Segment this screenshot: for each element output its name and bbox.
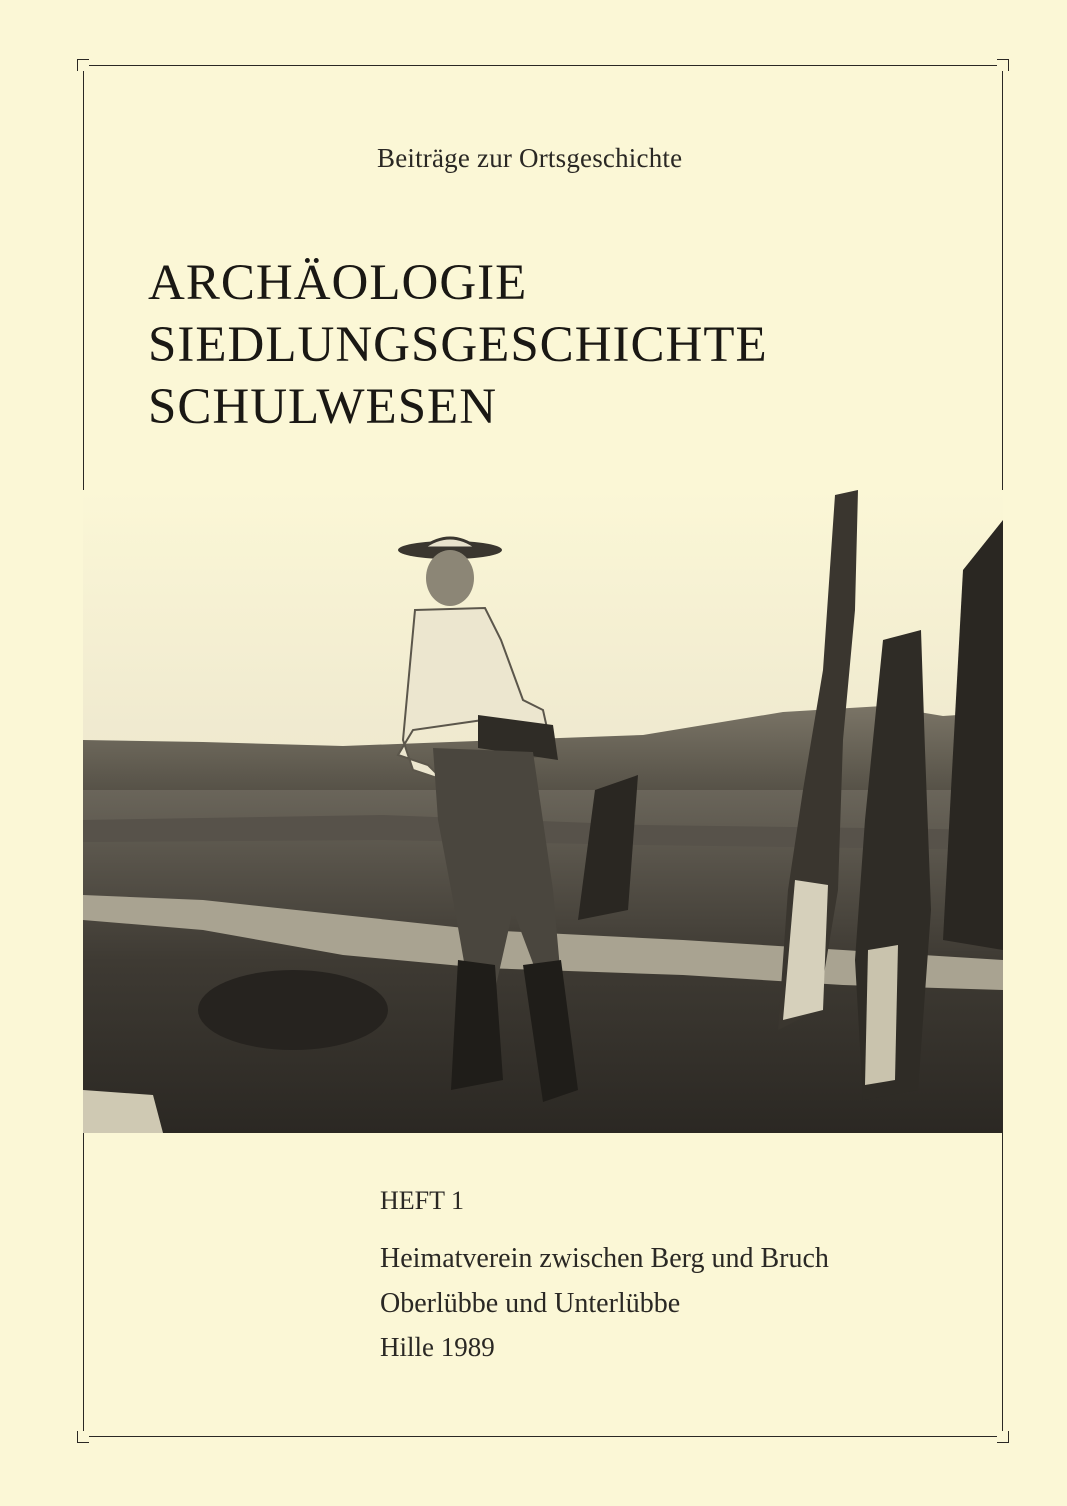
title-line-3: SCHULWESEN [148, 379, 498, 435]
publisher-line-2: Oberlübbe und Unterlübbe [380, 1288, 681, 1319]
title-line-2: SIEDLUNGSGESCHICHTE [148, 317, 768, 373]
publisher [380, 1236, 829, 1326]
title-line-1: ARCHÄOLOGIE [148, 255, 528, 311]
series-title: Beiträge zur Ortsgeschichte [377, 143, 683, 173]
issue-number: HEFT 1 [380, 1186, 465, 1215]
frame-corner [77, 59, 89, 71]
place-year: Hille 1989 [380, 1332, 495, 1362]
publisher-line-1: Heimatverein zwischen Berg und Bruch [380, 1243, 829, 1274]
frame-corner [77, 1431, 89, 1443]
frame-corner [997, 1431, 1009, 1443]
photo-post-right-highlight [865, 945, 898, 1085]
photo-soil-mound [198, 970, 388, 1050]
photo-debris [83, 1090, 163, 1133]
cover-photo [83, 490, 1003, 1133]
frame-corner [997, 59, 1009, 71]
cover-title [148, 252, 768, 438]
